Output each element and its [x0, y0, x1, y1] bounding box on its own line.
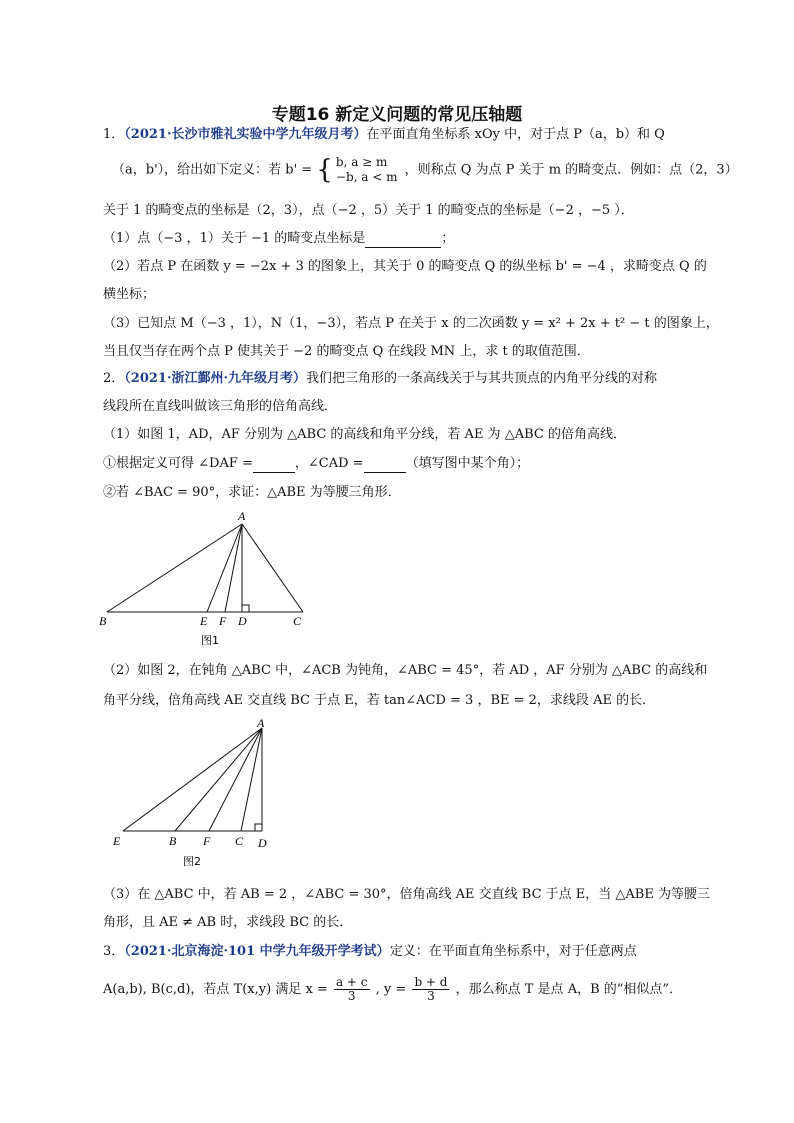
- q1-line-2: [112, 155, 738, 185]
- q2-source: （2021·浙江鄞州·九年级月考）: [124, 371, 307, 386]
- q1-part-1-end: ；: [441, 231, 455, 246]
- fig1-label-e: E: [200, 614, 208, 628]
- q2-part-1a: [103, 455, 529, 473]
- q3-fraction-x: [334, 976, 370, 1003]
- fig1-caption: 图1: [201, 634, 219, 647]
- right-angle-icon: [242, 605, 249, 612]
- q3-fraction-y-num: b + d: [414, 975, 448, 989]
- q1-part-1-text: （1）点（−3 ，1）关于 −1 的畸变点坐标是: [103, 231, 366, 246]
- q2-part-2a: （2）如图 2，在钝角 △ABC 中，∠ACB 为钝角，∠ABC = 45°，若 AD ，AF 分别为 △ABC 的高线和: [103, 663, 708, 678]
- fig1-label-a: A: [238, 509, 246, 523]
- q1-number: 1．: [103, 127, 125, 142]
- q1-line-3: 关于 1 的畸变点的坐标是（2，3），点（−2 ，5）关于 1 的畸变点的坐标是（−2 ，−5 ）．: [103, 203, 634, 218]
- q1-source: （2021·长沙市雅礼实验中学九年级月考）: [124, 127, 367, 142]
- fig2-line-ac: [241, 728, 262, 831]
- figure-2: [105, 714, 285, 872]
- fig2-label-f: F: [203, 834, 211, 848]
- q3-text-2a: A(a,b), B(c,d)，若点 T(x,y) 满足 x =: [103, 982, 328, 997]
- fig1-label-f: F: [219, 614, 227, 628]
- fig1-label-c: C: [293, 614, 302, 628]
- q1-case-1: b, a ≥ m: [335, 155, 388, 169]
- figure-1: [95, 508, 320, 656]
- fig2-line-ab: [175, 728, 262, 831]
- q3-line-1: [103, 943, 637, 961]
- fig2-line-af: [209, 728, 262, 831]
- q3-fraction-y-den: 3: [427, 989, 435, 1003]
- q2-text-1: 我们把三角形的一条高线关于与其共顶点的内角平分线的对称: [306, 371, 658, 386]
- fig2-label-a: A: [257, 716, 265, 730]
- q3-fraction-x-den: 3: [347, 989, 356, 1003]
- q2-part-1b: ②若 ∠BAC = 90°，求证：△ABE 为等腰三角形．: [103, 485, 401, 500]
- q1-part-3b: 当且仅当存在两个点 P 使其关于 −2 的畸变点 Q 在线段 MN 上，求 t 的取值范围．: [103, 344, 590, 359]
- q3-line-2: [103, 976, 682, 1003]
- q2-part-3a: （3）在 △ABC 中，若 AB = 2 ，∠ABC = 30°，倍角高线 AE 交直线 BC 于点 E，当 △ABE 为等腰三: [103, 887, 710, 902]
- right-angle-icon: [255, 824, 262, 831]
- q3-fraction-y: [412, 976, 449, 1003]
- q1-line-1: [103, 126, 665, 144]
- q2-part-1a-end: （填写图中某个角）；: [405, 456, 530, 471]
- fig2-label-d: D: [258, 836, 267, 850]
- fig2-label-e: E: [113, 834, 121, 848]
- fig2-line-ae: [123, 728, 262, 831]
- fig1-line-ac: [242, 524, 303, 612]
- q3-number: 3．: [103, 944, 125, 959]
- q2-number: 2．: [103, 371, 125, 386]
- q3-text-2mid: , y =: [375, 982, 407, 997]
- fig1-line-af: [225, 524, 242, 612]
- q2-part-1a-text: ①根据定义可得 ∠DAF =: [103, 456, 253, 471]
- fig1-line-ab: [107, 524, 242, 612]
- q1-part-3a: （3）已知点 M（−3 ，1），N（1，−3），若点 P 在关于 x 的二次函数 y = x² + 2x + t² − t 的图象上，: [103, 316, 719, 331]
- q3-fraction-x-num: a + c: [335, 975, 368, 989]
- q3-text-2b: ，那么称点 T 是点 A，B 的“相似点”．: [455, 982, 683, 997]
- q2-line-1: [103, 370, 657, 388]
- q2-part-3b: 角形，且 AE ≠ AB 时，求线段 BC 的长．: [103, 915, 353, 930]
- fig2-label-c: C: [235, 834, 244, 848]
- q1-part-2a: （2）若点 P 在函数 y = −2x + 3 的图象上，其关于 0 的畸变点 Q 的纵坐标 b' = −4 ，求畸变点 Q 的: [103, 259, 707, 274]
- fig1-label-d: D: [238, 614, 247, 628]
- q1-text-2b: ，则称点 Q 为点 P 关于 m 的畸变点．例如：点（2，3）: [404, 162, 738, 178]
- q1-piecewise: [336, 155, 398, 185]
- fig2-label-b: B: [169, 834, 177, 848]
- q1-text-1: 在平面直角坐标系 xOy 中，对于点 P（a，b）和 Q: [366, 127, 665, 142]
- q2-line-2: 线段所在直线叫做该三角形的倍角高线．: [103, 399, 338, 414]
- answer-blank: [364, 458, 406, 473]
- q3-text-1: 定义：在平面直角坐标系中，对于任意两点: [389, 944, 637, 959]
- answer-blank: [253, 458, 295, 473]
- q2-part-1: （1）如图 1，AD，AF 分别为 △ABC 的高线和角平分线，若 AE 为 △ABC 的倍角高线．: [103, 427, 626, 442]
- q1-part-2b: 横坐标；: [103, 287, 156, 302]
- brace-icon: {: [316, 155, 333, 185]
- fig1-label-b: B: [99, 614, 107, 628]
- q2-part-2b: 角平分线，倍角高线 AE 交直线 BC 于点 E，若 tan∠ACD = 3 ，BE = 2，求线段 AE 的长．: [103, 693, 656, 708]
- q3-source: （2021·北京海淀·101 中学九年级开学考试）: [124, 944, 390, 959]
- fig2-caption: 图2: [183, 855, 201, 868]
- fig1-line-ae: [207, 524, 242, 612]
- page-title: 专题16 新定义问题的常见压轴题: [271, 105, 523, 125]
- q1-text-2a: （a，b'），给出如下定义：若 b' =: [112, 162, 313, 178]
- q2-part-1a-mid: ，∠CAD =: [294, 456, 364, 471]
- answer-blank: [365, 233, 441, 248]
- q1-case-2: −b, a < m: [335, 170, 398, 184]
- q1-part-1: [103, 230, 454, 248]
